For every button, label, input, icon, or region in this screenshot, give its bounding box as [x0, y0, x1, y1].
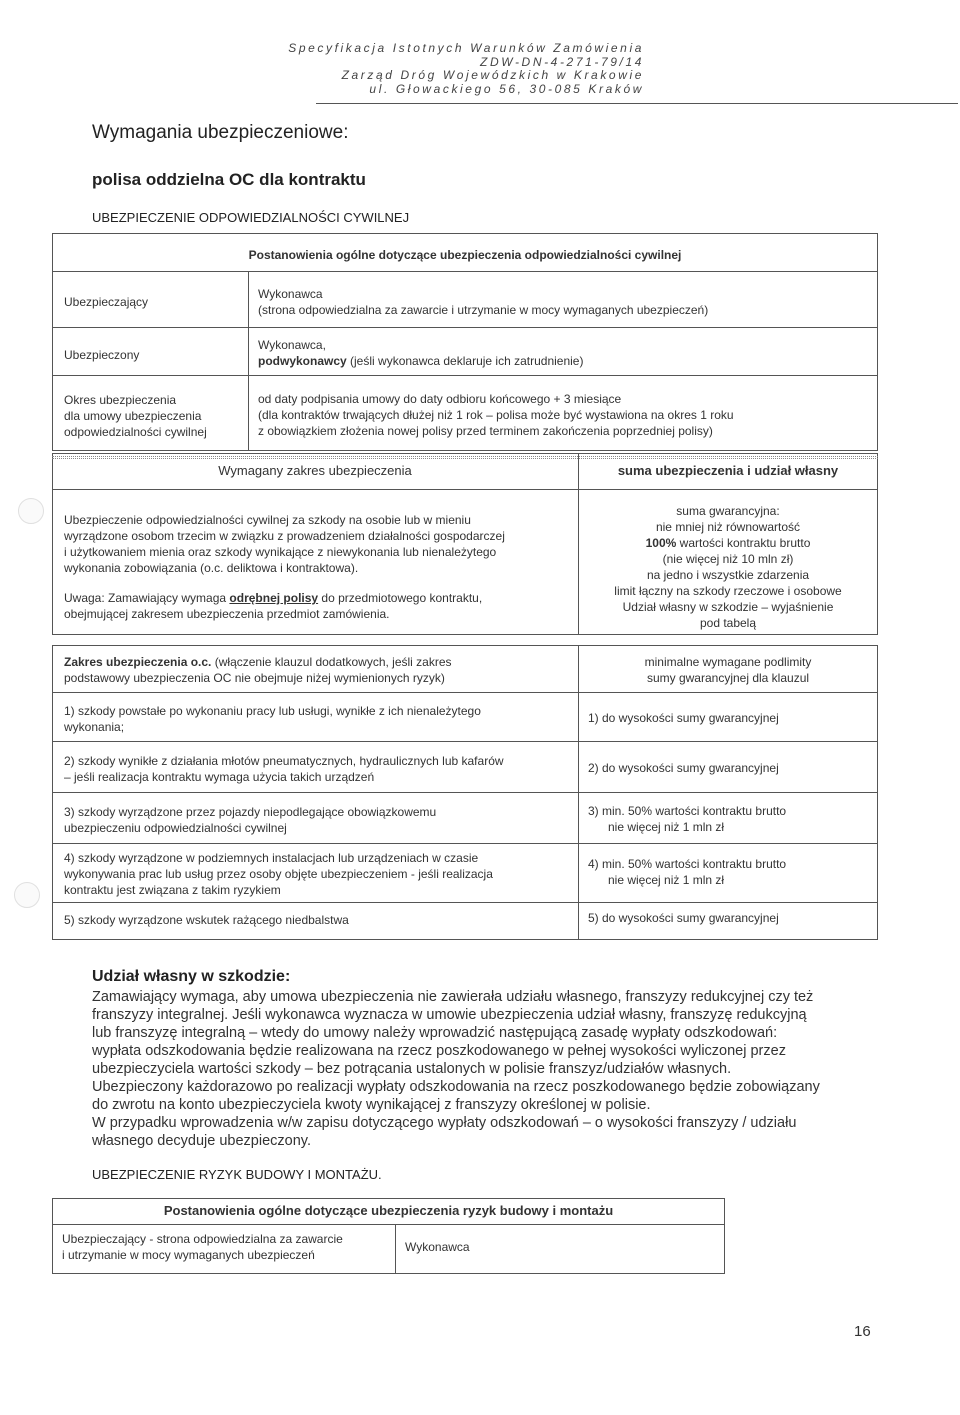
section-heading-construction: UBEZPIECZENIE RYZYK BUDOWY I MONTAŻU.: [92, 1167, 382, 1182]
table4-right-cell: Wykonawca: [405, 1240, 470, 1254]
clauses-header-right: minimalne wymagane podlimity sumy gwarancyjnej dla klauzul: [644, 655, 812, 685]
clause-row-5: 5) szkody wyrządzone wskutek rażącego niedbalstwa: [64, 913, 349, 927]
clause-row-3: 3) szkody wyrządzone przez pojazdy niepodlegające obowiązkowemu ubezpieczeniu odpowiedzialności cywilnej: [64, 805, 437, 835]
table4-left-cell: Ubezpieczający - strona odpowiedzialna za zawarcie i utrzymanie w mocy wymaganych ubezpieczeń: [62, 1232, 343, 1262]
row-label-insured: Ubezpieczony: [64, 348, 140, 362]
header-line-2: ZDW-DN-4-271-79/14: [480, 54, 644, 69]
clause-limit-3: 3) min. 50% wartości kontraktu brutto nie więcej niż 1 mln zł: [588, 804, 787, 834]
clause-row-1: 1) szkody powstałe po wykonaniu pracy lub usługi, wynikłe z ich nienależytego wykonania;: [64, 704, 481, 734]
divider: [52, 741, 878, 742]
divider: [395, 1224, 396, 1274]
divider: [52, 489, 878, 490]
row-value-insurance-period: od daty podpisania umowy do daty odbioru końcowego + 3 miesiące (dla kontraktów trwających dłużej niż 1 rok – polisa może być wystawiona na okres 1 roku z obowiązkiem złożenia nowej polisy przed terminem zakończenia poprzedniej polisy): [258, 392, 734, 438]
own-share-heading: Udział własny w szkodzie:: [92, 968, 291, 985]
divider: [52, 375, 878, 376]
divider: [52, 271, 878, 272]
divider: [52, 327, 878, 328]
section-heading-oc: UBEZPIECZENIE ODPOWIEDZIALNOŚCI CYWILNEJ: [92, 210, 410, 225]
sum-insured-details: suma gwarancyjna: nie mniej niż równowartość 100% wartości kontraktu brutto (nie więcej niż 10 mln zł) na jedno i wszystkie zdarzenia limit łączny na szkody rzeczowe i osobowe Udział własny w szkodzie – wyjaśnienie pod tabelą: [614, 504, 842, 630]
table4-heading: Postanowienia ogólne dotyczące ubezpieczenia ryzyk budowy i montażu: [163, 1203, 614, 1218]
clause-limit-4: 4) min. 50% wartości kontraktu brutto nie więcej niż 1 mln zł: [588, 857, 787, 887]
page-title: Wymagania ubezpieczeniowe:: [92, 122, 349, 143]
row-label-insurance-period: Okres ubezpieczenia dla umowy ubezpieczenia odpowiedzialności cywilnej: [64, 393, 207, 439]
header-line-3: Zarząd Dróg Wojewódzkich w Krakowie: [341, 68, 644, 82]
own-share-paragraph: Zamawiający wymaga, aby umowa ubezpieczenia nie zawierała udziału własnego, franszyzy redukcyjnej czy też franszyzy integralnej. Jeśli wykonawca wyznacza w umowie ubezpieczenia udział własny, franszyzę redukcyjną lub franszyzę integralną – wtedy do umowy należy wprowadzić następującą zasadę wypłaty odszkodowań: wypłata odszkodowania będzie realizowana na rzecz poszkodowanego w pełnej wysokości wyliczonej przez ubezpieczyciela wartości szkody – bez potrącania ustalonych w polisie franszyz/udziałów własnych. Ubezpieczony każdorazowo po realizacji wypłaty odszkodowania na rzecz poszkodowanego będzie zobowiązany do zwrotu na konto ubezpieczyciela kwoty wynikającej z franszyzy określonej w polisie. W przypadku wprowadzenia w/w zapisu dotyczącego wypłaty odszkodowań – o wysokości franszyzy / udziału własnego decyduje ubezpieczony.: [92, 989, 820, 1149]
row-value-insured: Wykonawca, podwykonawcy (jeśli wykonawca deklaruje ich zatrudnienie): [258, 338, 584, 368]
clause-limit-1: 1) do wysokości sumy gwarancyjnej: [588, 711, 779, 725]
divider: [52, 1224, 725, 1225]
scope-description: Ubezpieczenie odpowiedzialności cywilnej za szkody na osobie lub w mieniu wyrządzone osobom trzecim w związku z prowadzeniem działalności gospodarczej i użytkowaniem mienia oraz szkody wynikające z niewykonania lub nienależytego wykonania zobowiązania (o.c. deliktowa i kontraktowa).: [64, 513, 505, 575]
sum-column-header: suma ubezpieczenia i udział własny: [617, 463, 839, 478]
divider: [52, 456, 878, 457]
divider: [52, 692, 878, 693]
document-header: [288, 42, 644, 96]
clause-row-4: 4) szkody wyrządzone w podziemnych instalacjach lub urządzeniach w czasie wykonywania prac lub usług przez osoby objęte ubezpieczeniem - jeśli realizacja kontraktu jest związana z takim ryzykiem: [64, 851, 493, 897]
row-label-insuring-party: Ubezpieczający: [64, 295, 149, 309]
punch-hole: [14, 882, 40, 908]
header-line-4: ul. Głowackiego 56, 30-085 Kraków: [369, 81, 644, 96]
divider: [52, 843, 878, 844]
punch-hole: [18, 498, 44, 524]
row-value-insuring-party: Wykonawca (strona odpowiedzialna za zawarcie i utrzymanie w mocy wymaganych ubezpieczeń): [258, 287, 709, 317]
scope-column-header: Wymagany zakres ubezpieczenia: [218, 463, 412, 478]
scope-note: Uwaga: Zamawiający wymaga odrębnej polisy do przedmiotowego kontraktu, obejmującej zakresem ubezpieczenia przedmiot zamówienia.: [64, 591, 483, 621]
clause-limit-2: 2) do wysokości sumy gwarancyjnej: [588, 761, 779, 775]
divider: [248, 271, 249, 451]
clauses-header-left: Zakres ubezpieczenia o.c. (włączenie klauzul dodatkowych, jeśli zakres podstawowy ubezpieczenia OC nie obejmuje niżej wymienionych ryzyk): [64, 655, 452, 685]
header-rule: [316, 103, 958, 104]
divider: [52, 902, 878, 903]
clause-row-2: 2) szkody wynikłe z działania młotów pneumatycznych, hydraulicznych lub kafarów – jeśli realizacja kontraktu wymaga użycia takich urządzeń: [64, 754, 504, 784]
page-number: 16: [854, 1323, 871, 1340]
divider: [52, 792, 878, 793]
table1-heading: Postanowienia ogólne dotyczące ubezpieczenia odpowiedzialności cywilnej: [248, 248, 682, 262]
clause-limit-5: 5) do wysokości sumy gwarancyjnej: [588, 911, 779, 925]
header-line-1: Specyfikacja Istotnych Warunków Zamówienia: [288, 41, 644, 55]
page-subtitle: polisa oddzielna OC dla kontraktu: [92, 170, 366, 189]
divider: [52, 458, 878, 459]
